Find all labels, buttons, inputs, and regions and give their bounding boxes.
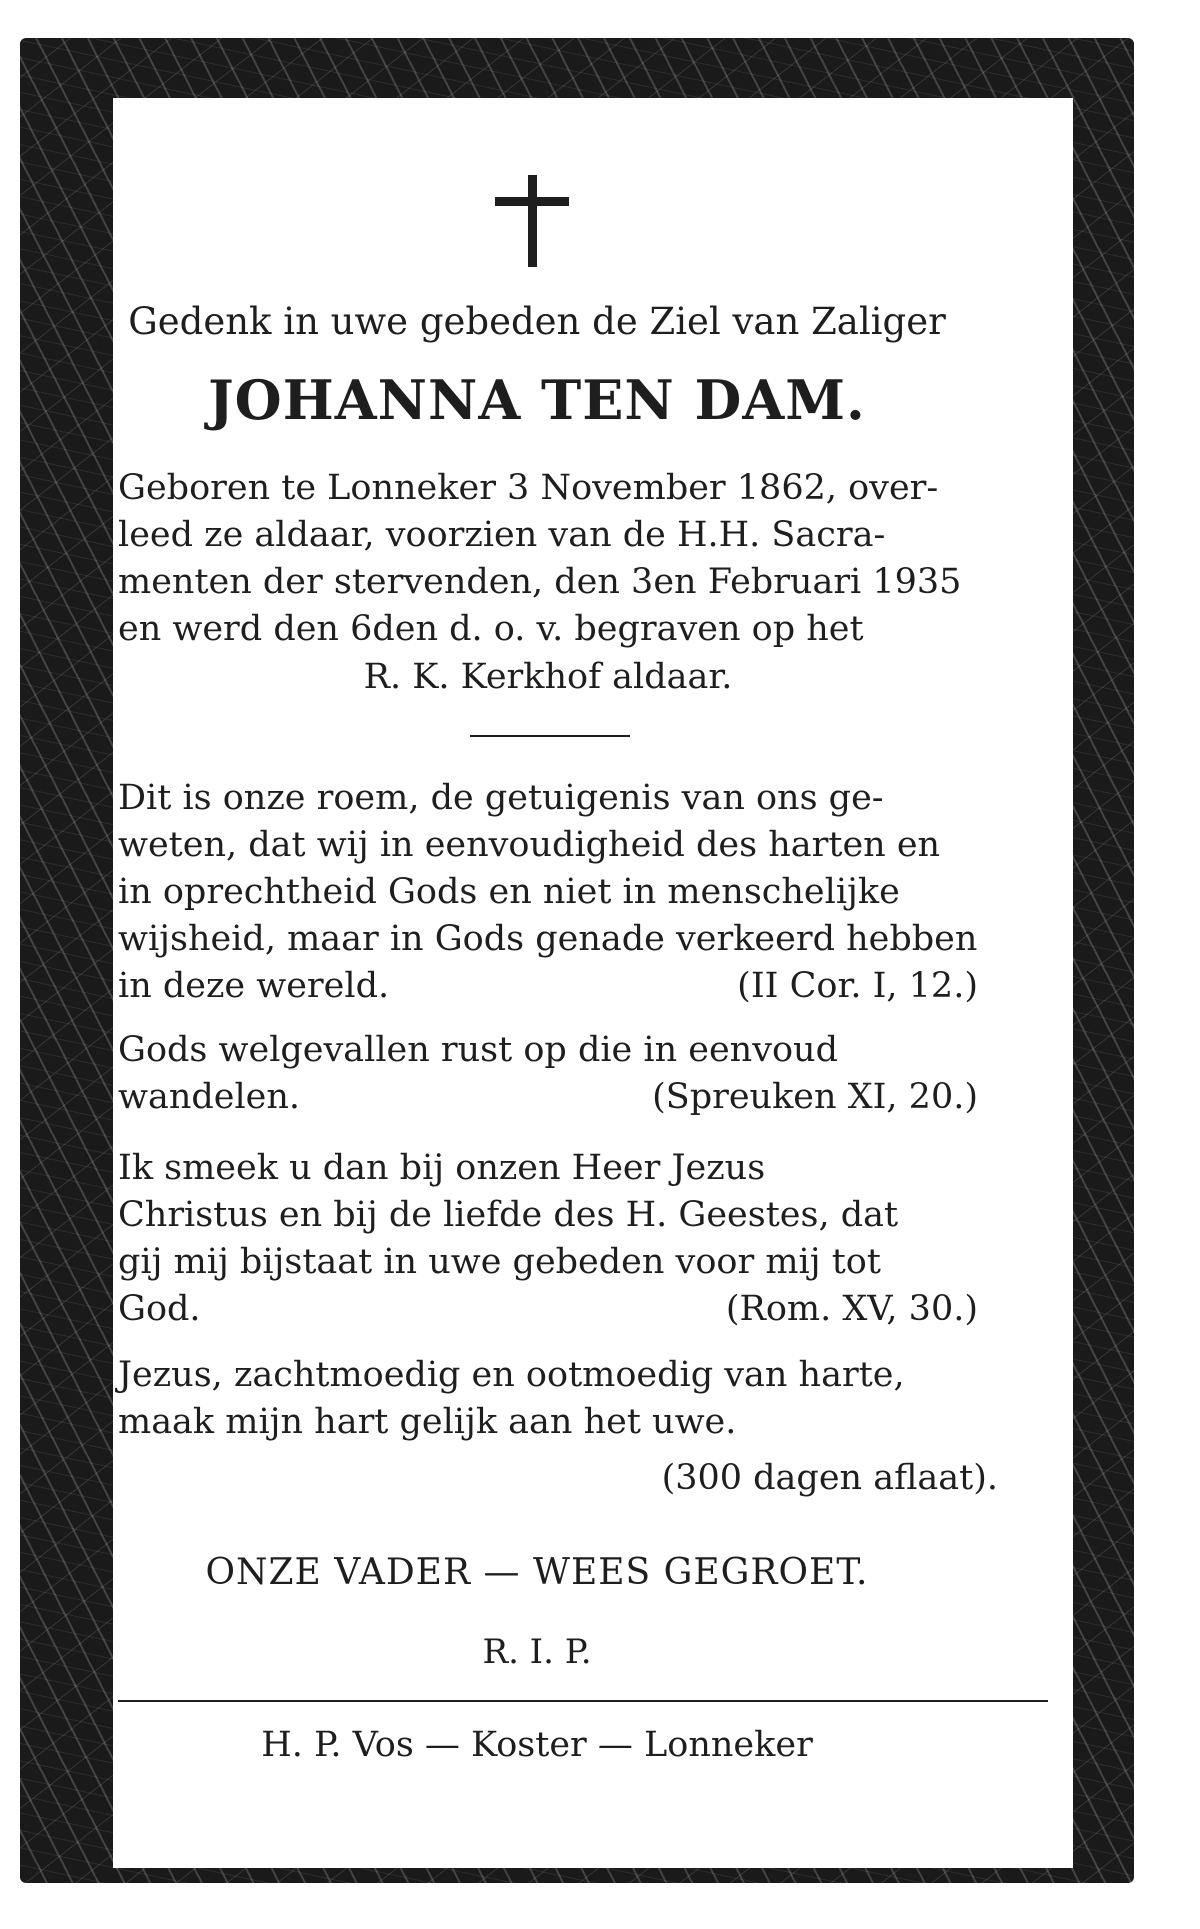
bio-line: en werd den 6den d. o. v. begraven op het [118,609,864,649]
verse-line: in oprechtheid Gods en niet in menschelijke [118,872,900,912]
verse-reference: (Spreuken XI, 20.) [652,1077,978,1117]
rip-line: R. I. P. [482,1632,592,1672]
verse-line: weten, dat wij in eenvoudigheid des harten en [118,825,941,865]
verse-line: Dit is onze roem, de getuigenis van ons ge- [118,778,884,818]
printer-line: H. P. Vos — Koster — Lonneker [261,1725,813,1765]
bio-line: R. K. Kerkhof aldaar. [363,657,733,697]
verse-line: God. (Rom. XV, 30.) [118,1289,978,1329]
verse-reference: (Rom. XV, 30.) [725,1289,978,1329]
intro-line: Gedenk in uwe gebeden de Ziel van Zaliger [128,300,946,343]
deceased-name: JOHANNA TEN DAM. [208,368,866,432]
prayer-line: ONZE VADER — WEES GEGROET. [205,1552,869,1593]
verse-line: Gods welgevallen rust op die in eenvoud [118,1030,838,1070]
cross-icon [495,175,569,267]
verse-line: wijsheid, maar in Gods genade verkeerd hebben [118,919,978,959]
footer-divider [118,1700,1048,1702]
verse-line: Ik smeek u dan bij onzen Heer Jezus [118,1148,766,1188]
divider [470,735,630,737]
verse-reference: (II Cor. I, 12.) [737,966,978,1006]
bio-line: leed ze aldaar, voorzien van de H.H. Sacra- [118,515,886,555]
verse-line: in deze wereld. (II Cor. I, 12.) [118,966,978,1006]
verse-line: maak mijn hart gelijk aan het uwe. [118,1402,737,1442]
verse-line: wandelen. (Spreuken XI, 20.) [118,1077,978,1117]
verse-reference: (300 dagen aflaat). [661,1458,998,1498]
verse-line: gij mij bijstaat in uwe gebeden voor mij tot [118,1242,881,1282]
verse-line: Christus en bij de liefde des H. Geestes, dat [118,1195,899,1235]
bio-line: menten der stervenden, den 3en Februari 1935 [118,562,962,602]
verse-line: Jezus, zachtmoedig en ootmoedig van harte, [118,1355,905,1395]
bio-line: Geboren te Lonneker 3 November 1862, over- [118,468,939,508]
